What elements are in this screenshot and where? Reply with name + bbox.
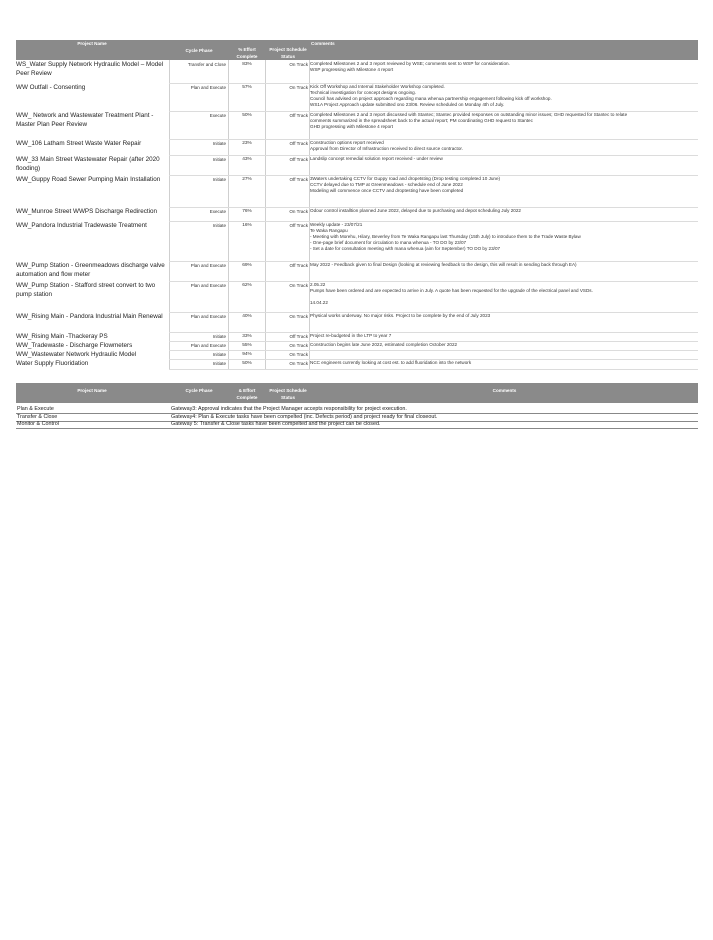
header-cycle-phase: Cycle Phase	[185, 48, 213, 53]
schedule-status: On Track	[289, 314, 308, 319]
comment-line: May 2022 - Feedback given to final Design (looking at reviewing feedback to the design, this will result in sending back through EA)	[310, 262, 577, 267]
comments	[310, 262, 698, 268]
project-name	[16, 313, 168, 322]
schedule-status: Off Track	[289, 157, 308, 162]
header-comments: Comments	[492, 388, 517, 393]
stage-name: Monitor & Control	[17, 421, 59, 428]
effort-complete: 94%	[242, 352, 252, 357]
comment-line: - Set a date for consultation meeting with mana whenua (aim for September) TO DO by 23/07	[310, 246, 501, 251]
col-divider	[169, 60, 170, 370]
project-name-line: WW_Munroe Street WWPS Discharge Redirection	[16, 208, 158, 215]
comments	[310, 282, 698, 306]
effort-complete: 62%	[242, 283, 252, 288]
table-row	[16, 421, 698, 429]
comment-line: Technical investigation for concept designs ongoing.	[310, 90, 416, 95]
comment-line: Construction begins late June 2022, estimated completion October 2022	[310, 342, 458, 347]
project-name-line: Water Supply Fluoridation	[16, 360, 89, 367]
effort-complete: 76%	[242, 209, 252, 214]
row-divider	[169, 350, 698, 351]
cycle-phase: Execute	[209, 209, 226, 214]
project-name-line: WW_Rising Main -Thackeray PS	[16, 333, 108, 340]
project-name-line: WW_33 Main Street Wastewater Repair (after 2020	[16, 156, 160, 163]
project-name-line: WW_Pump Station - Stafford street convert to two	[16, 282, 156, 289]
comment-line: Council has advised on project approach regarding mana whenua partnership engagement following kick off workshop.	[310, 96, 552, 101]
effort-complete: 50%	[242, 113, 252, 118]
project-name	[16, 208, 168, 217]
project-name	[16, 156, 168, 174]
schedule-status: Off Track	[289, 334, 308, 339]
effort-complete: 27%	[242, 177, 252, 182]
comments	[310, 61, 698, 73]
stage-name: Transfer & Close	[17, 413, 58, 420]
project-name-line: WW_Pandora Industrial Tradewaste Treatment	[16, 222, 147, 229]
comment-line: WSP progressing with Milestone 4 report	[310, 67, 394, 72]
project-name-line: WW_Rising Main - Pandora Industrial Main Renewal	[16, 313, 163, 320]
project-name-line: WW_106 Latham Street Waste Water Repair	[16, 140, 142, 147]
project-name	[16, 262, 168, 280]
project-name-line: flooding)	[16, 164, 41, 172]
effort-complete: 16%	[242, 223, 252, 228]
project-name-line: WS_Water Supply Network Hydraulic Model – Model	[16, 61, 164, 68]
project-name	[16, 140, 168, 149]
header-effort-line2: Complete	[236, 54, 258, 59]
comment-line: CCTV delayed due to TMP at Greenmeadows - schedule end of June 2022	[310, 182, 463, 187]
project-name	[16, 112, 168, 130]
project-name-line: WW_Pump Station - Greenmeadows discharge valve	[16, 262, 165, 269]
comments	[310, 140, 698, 152]
effort-complete: 33%	[242, 334, 252, 339]
table2-header	[16, 383, 698, 403]
comment-line: Modeling will commence once CCTV and droptesting have been completed	[310, 188, 464, 193]
comments	[310, 222, 698, 252]
gateway-description: Gateway3: Approval indicates that the Project Manager accepts responsibility for project execution.	[171, 406, 407, 412]
gateway-description: Gateway 5: Transfer & Close tasks have been compelted and the project can be closed.	[171, 421, 381, 428]
schedule-status: On Track	[289, 85, 308, 90]
effort-complete: 40%	[242, 314, 252, 319]
comment-line: Approval from Director of Infrastruction received to direct source contractor.	[310, 146, 463, 151]
comment-line: comments summarized in the spreadsheet back to the actual report; PM coordinating GHD request to Stantec	[310, 118, 533, 123]
cycle-phase: Initiate	[212, 157, 226, 162]
schedule-status: On Track	[289, 361, 308, 366]
project-name	[16, 342, 168, 351]
comment-line: Construction options report received	[310, 140, 384, 145]
header-effort-line2: Complete	[236, 395, 258, 400]
table1-header	[16, 40, 698, 60]
header-schedule-line2: Status	[280, 395, 296, 400]
schedule-status: On Track	[289, 352, 308, 357]
comment-line: Landslip concept remedial solution report received - under review	[310, 156, 443, 161]
header-project-name: Project Name	[77, 41, 107, 46]
comment-line: NCC engineers currently looking at cost est. to add fluoridation into the network	[310, 360, 472, 365]
schedule-status: On Track	[289, 283, 308, 288]
effort-complete: 50%	[242, 361, 252, 366]
header-schedule-line1: Project Schedule	[269, 47, 307, 52]
header-schedule-line2: Status	[280, 54, 296, 59]
effort-complete: 83%	[242, 62, 252, 67]
header-schedule-line1: Project Schedule	[269, 388, 307, 393]
schedule-status: Off Track	[289, 177, 308, 182]
project-name	[16, 282, 168, 300]
comment-line: Completed Milestones 2 and 3 report discussed with Stantec; Stantec provided responses on outstanding minor issues; GHD requested for Stantec to relate	[310, 112, 628, 117]
cycle-phase: Plan and Execute	[190, 263, 226, 268]
cycle-phase: Execute	[209, 113, 226, 118]
header-project-name: Project Name	[77, 388, 107, 393]
comment-line: Completed Milestones 2 and 3 report reviewed by WSE; comments sent to WSP for consideration.	[310, 61, 510, 66]
gateway-description: Gateway4: Plan & Execute tasks have been compelted (inc. Defects period) and project ready for final closeout.	[171, 413, 438, 420]
comments	[310, 84, 698, 108]
comments	[310, 112, 698, 130]
project-name-line: Peer Review	[16, 69, 52, 77]
comments	[310, 360, 698, 366]
comment-line: 3Waters undertaking CCTV for Guppy road and dropetsting (Drop testing completed 10 June)	[310, 176, 501, 181]
header-effort-line1: & Effort	[238, 388, 256, 393]
project-name	[16, 360, 168, 369]
comment-line: 2.05.22	[310, 282, 326, 287]
project-name-line: pump station	[16, 290, 53, 298]
row-divider	[169, 369, 698, 370]
project-name	[16, 222, 168, 231]
comment-line: Pumps have been ordered and are expected to arrive in July. A quote has been requested for the upgrade of the electrical panel and VSDs.	[310, 288, 593, 293]
schedule-status: On Track	[289, 209, 308, 214]
schedule-status: Off Track	[289, 223, 308, 228]
header-comments: Comments	[311, 41, 335, 46]
comments	[310, 313, 698, 319]
effort-complete: 69%	[242, 263, 252, 268]
effort-complete: 43%	[242, 157, 252, 162]
comment-line: - One-page brief document for circulation to mana whenua - TO DO by 23/07	[310, 240, 467, 245]
project-name	[16, 176, 168, 185]
project-name-line: WW_Tradewaste - Discharge Flowmeters	[16, 342, 133, 349]
schedule-status: On Track	[289, 62, 308, 67]
project-name-line: Master Plan Peer Review	[16, 120, 88, 128]
col-divider	[265, 60, 266, 370]
project-name	[16, 351, 168, 360]
cycle-phase: Initiate	[212, 223, 226, 228]
effort-complete: 55%	[242, 343, 252, 348]
schedule-status: Off Track	[289, 263, 308, 268]
project-name-line: WW Outfall - Consenting	[16, 84, 86, 91]
schedule-status: On Track	[289, 343, 308, 348]
project-name-line: WW_Wastewater Network Hydraulic Model	[16, 351, 137, 358]
cycle-phase: Plan and Execute	[190, 314, 226, 319]
project-name-line: WW_ Network and Wastewater Treatment Plant -	[16, 112, 154, 119]
project-name	[16, 333, 168, 342]
comment-line: GHD progressing with Milestone 4 report	[310, 124, 393, 129]
comment-line: Kick Off Workshop and Internal Stakeholder Workshop completed.	[310, 84, 445, 89]
stage-name: Plan & Execute	[17, 406, 54, 412]
comment-line: 14.04.22	[310, 300, 328, 305]
cycle-phase: Plan and Execute	[190, 85, 226, 90]
cycle-phase: Plan and Execute	[190, 283, 226, 288]
comment-line: - Meeting with Morehu, Hilary, Beverley from Te Waka Rangapu last Thursday (15th July) to introduce them to the Trade Waste Bylaw	[310, 234, 581, 239]
schedule-status: Off Track	[289, 113, 308, 118]
cycle-phase: Initiate	[212, 361, 226, 366]
comments	[310, 342, 698, 348]
cycle-phase: Initiate	[212, 177, 226, 182]
comments	[310, 333, 698, 339]
cycle-phase: Initiate	[212, 141, 226, 146]
effort-complete: 23%	[242, 141, 252, 146]
comment-line: Project re-budgeted in the LTP to year 7	[310, 333, 392, 338]
cycle-phase: Initiate	[212, 334, 226, 339]
comment-line: Odour control installtion planned June 2022, delayed due to purchasing and depot scheduling July 2022	[310, 208, 521, 213]
schedule-status: Off Track	[289, 141, 308, 146]
project-name-line: WW_Guppy Road Sewer Pumping Main Installation	[16, 176, 161, 183]
cycle-phase: Plan and Execute	[190, 343, 226, 348]
comment-line: Weekly update - 23/07/21	[310, 222, 363, 227]
col-divider	[228, 60, 229, 370]
header-effort-line1: % Effort	[238, 47, 256, 52]
project-name	[16, 61, 168, 79]
project-name-line: automation and flow meter	[16, 270, 91, 278]
comments	[310, 176, 698, 194]
comment-line: WS1A Project Approach update submitted ono 23/06. Review scheduled on Monday 4th of July.	[310, 102, 505, 107]
comments	[310, 208, 698, 214]
comments	[310, 156, 698, 162]
header-cycle-phase: Cycle Phase	[185, 388, 213, 393]
effort-complete: 57%	[242, 85, 252, 90]
project-name	[16, 84, 168, 93]
cycle-phase: Initiate	[212, 352, 226, 357]
comment-line: Physical works underway. No major risks. Project to be complete by the end of July 2023	[310, 313, 491, 318]
comment-line: Te Waka Rangapu	[310, 228, 348, 233]
cycle-phase: Transfer and Close	[187, 62, 226, 67]
